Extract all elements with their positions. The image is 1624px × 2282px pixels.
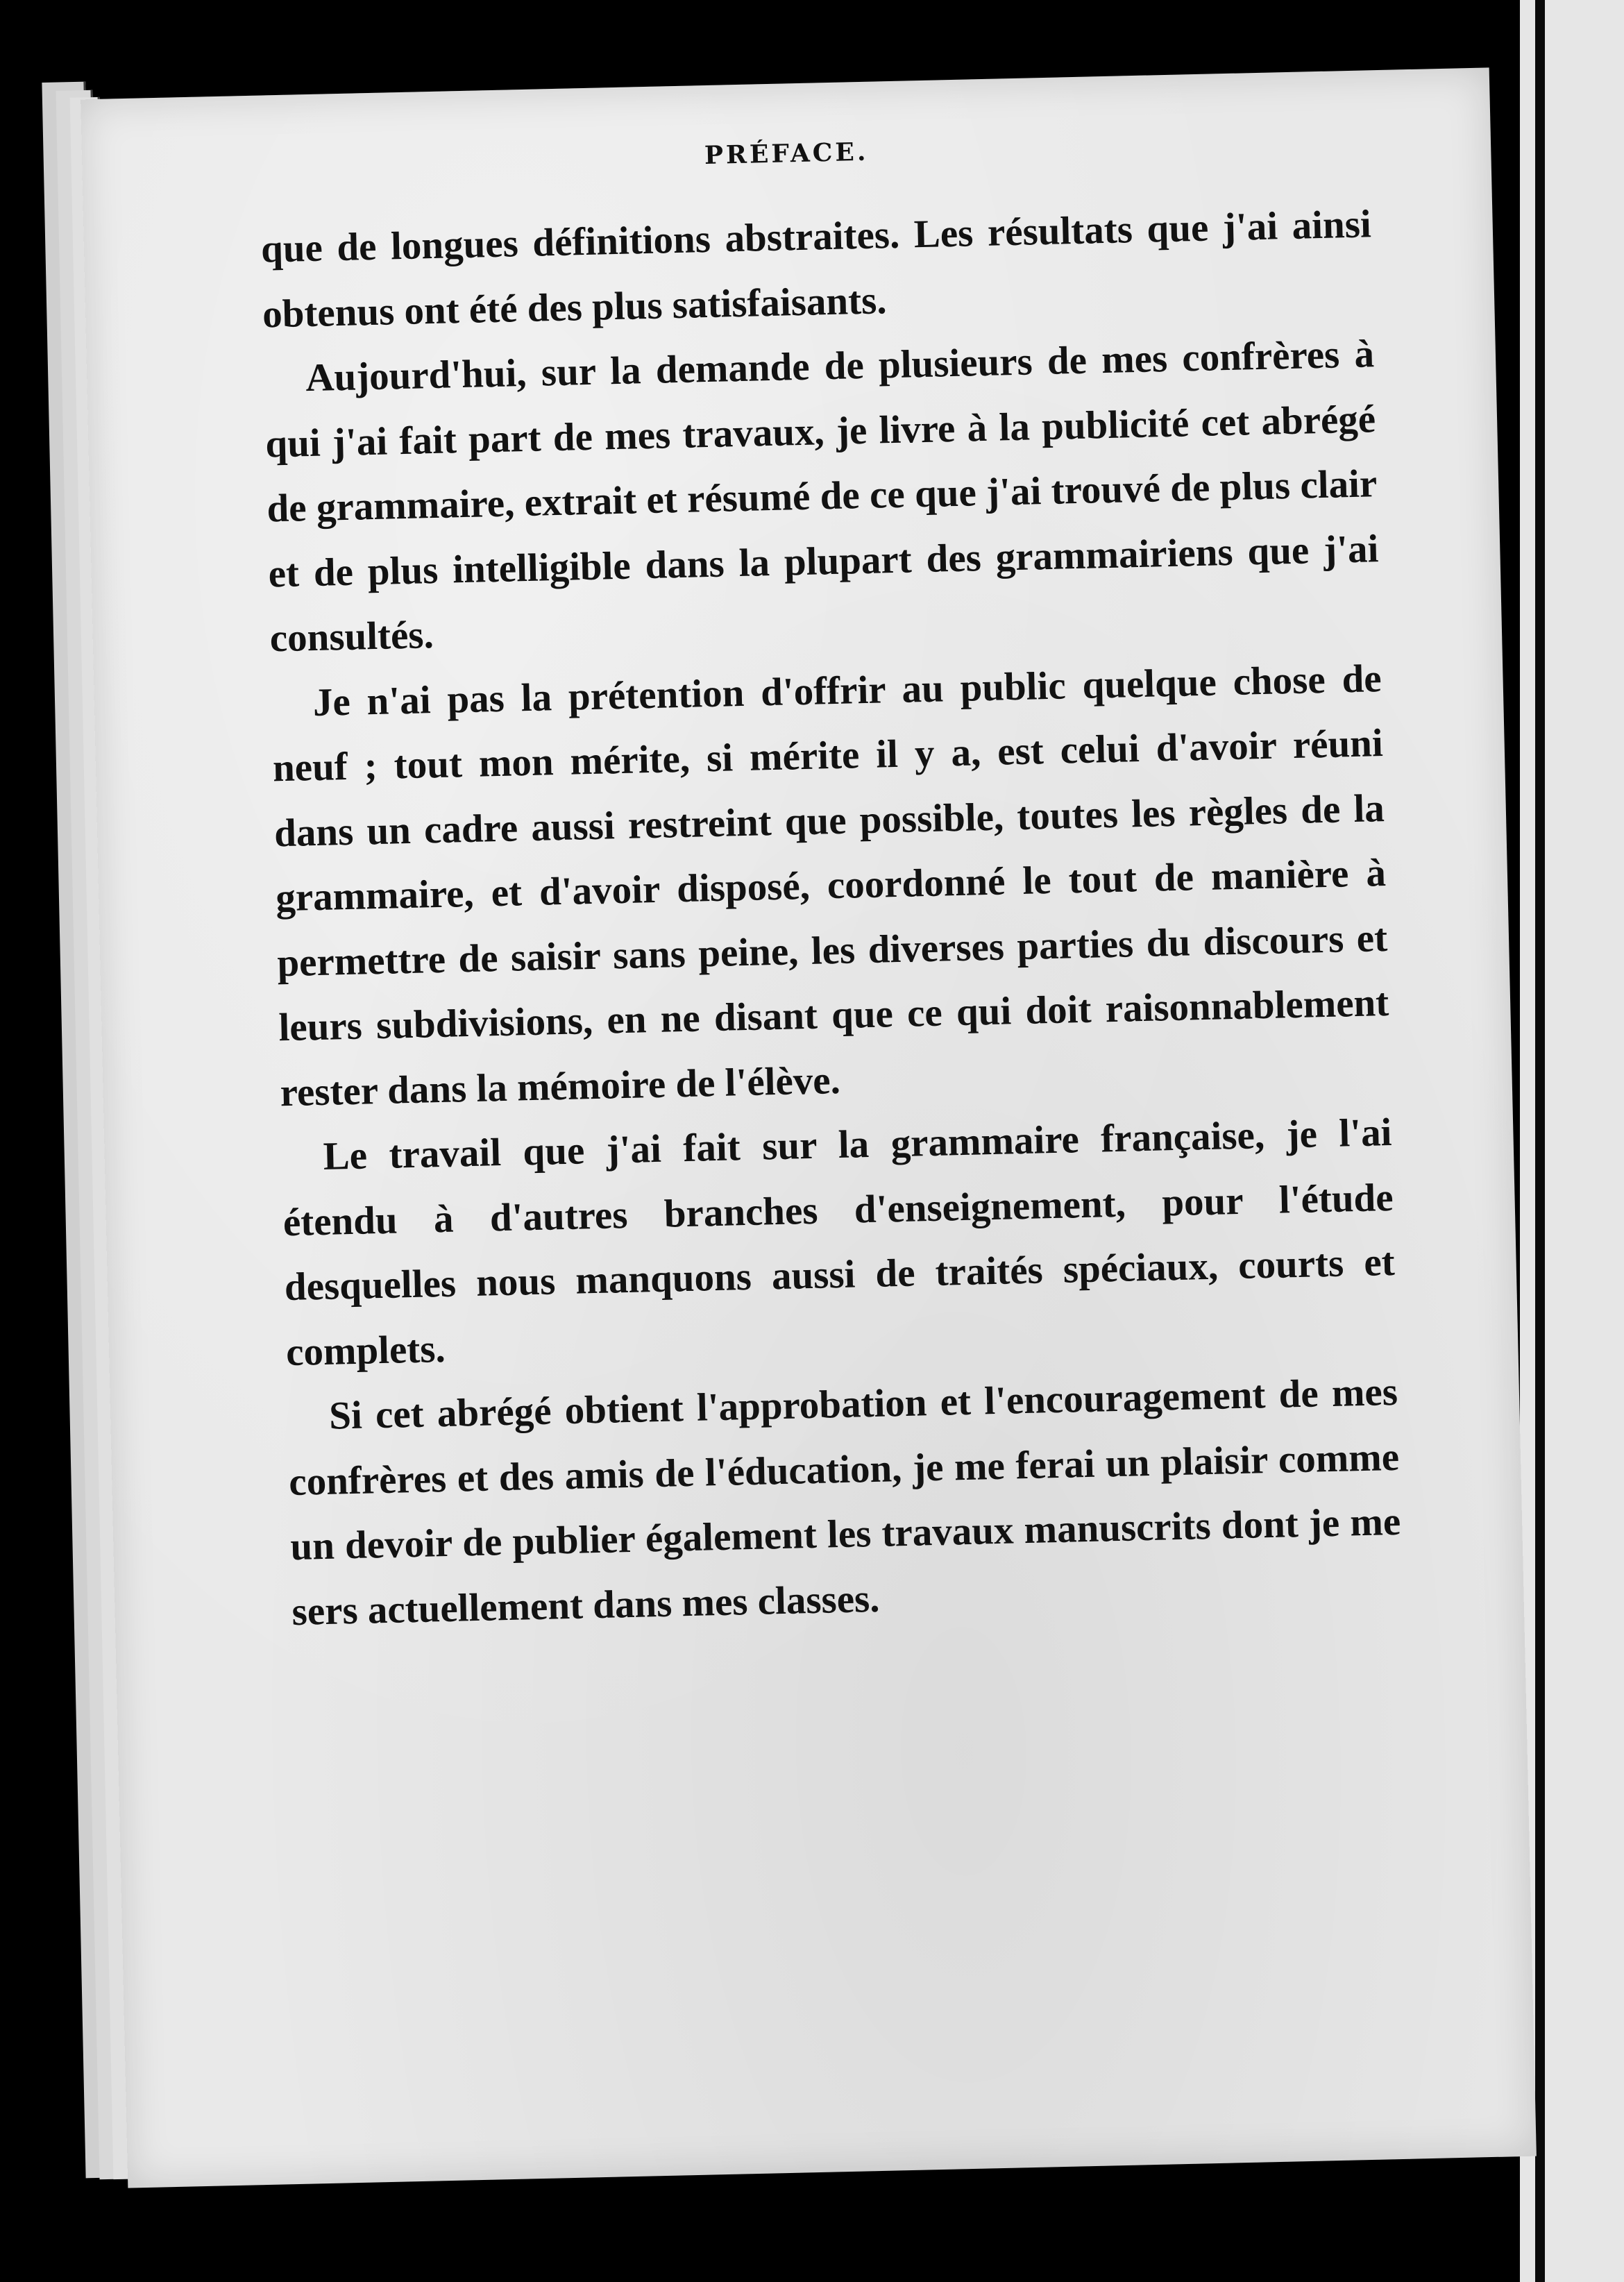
paragraph: Aujourd'hui, sur la demande de plusieurs de mes confrères à qui j'ai fait part de mes travaux, je livre à la publicité cet abrégé de grammaire, extrait et résumé de ce que j'ai trouvé de plus clair et de plus intelligible dans la plupart des grammairiens que j'ai consultés. — [264, 332, 1379, 661]
adjacent-page-edge — [1520, 0, 1624, 2282]
paragraph: Si cet abrégé obtient l'approbation et l'encouragement de mes confrères et des amis de l'éducation, je me ferai un plaisir comme un devoir de publier également les travaux manuscrits dont je me sers actuellement dans mes classes. — [288, 1369, 1401, 1634]
book-page — [81, 67, 1537, 2188]
running-head: PRÉFACE. — [704, 137, 869, 171]
paragraph: Je n'ai pas la prétention d'offrir au public quelque chose de neuf ; tout mon mérite, si mérite il y a, est celui d'avoir réuni dans un cadre aussi restreint que possible, toutes les règles de la grammaire, et d'avoir disposé, coordonné le tout de manière à permettre de saisir sans peine, les diverses parties du discours et leurs subdivisions, en ne disant que ce qui doit raisonnablement rester dans la mémoire de l'élève. — [272, 656, 1389, 1115]
paragraph: Le travail que j'ai fait sur la grammaire française, je l'ai étendu à d'autres branches d'enseignement, pour l'étude desquelles nous manquons aussi de traités spéciaux, courts et complets. — [282, 1110, 1396, 1374]
book-gutter — [1535, 0, 1545, 2282]
body-text — [260, 192, 1403, 1644]
paragraph: que de longues définitions abstraites. Les résultats que j'ai ainsi obtenus ont été des plus satisfaisants. — [260, 202, 1372, 337]
